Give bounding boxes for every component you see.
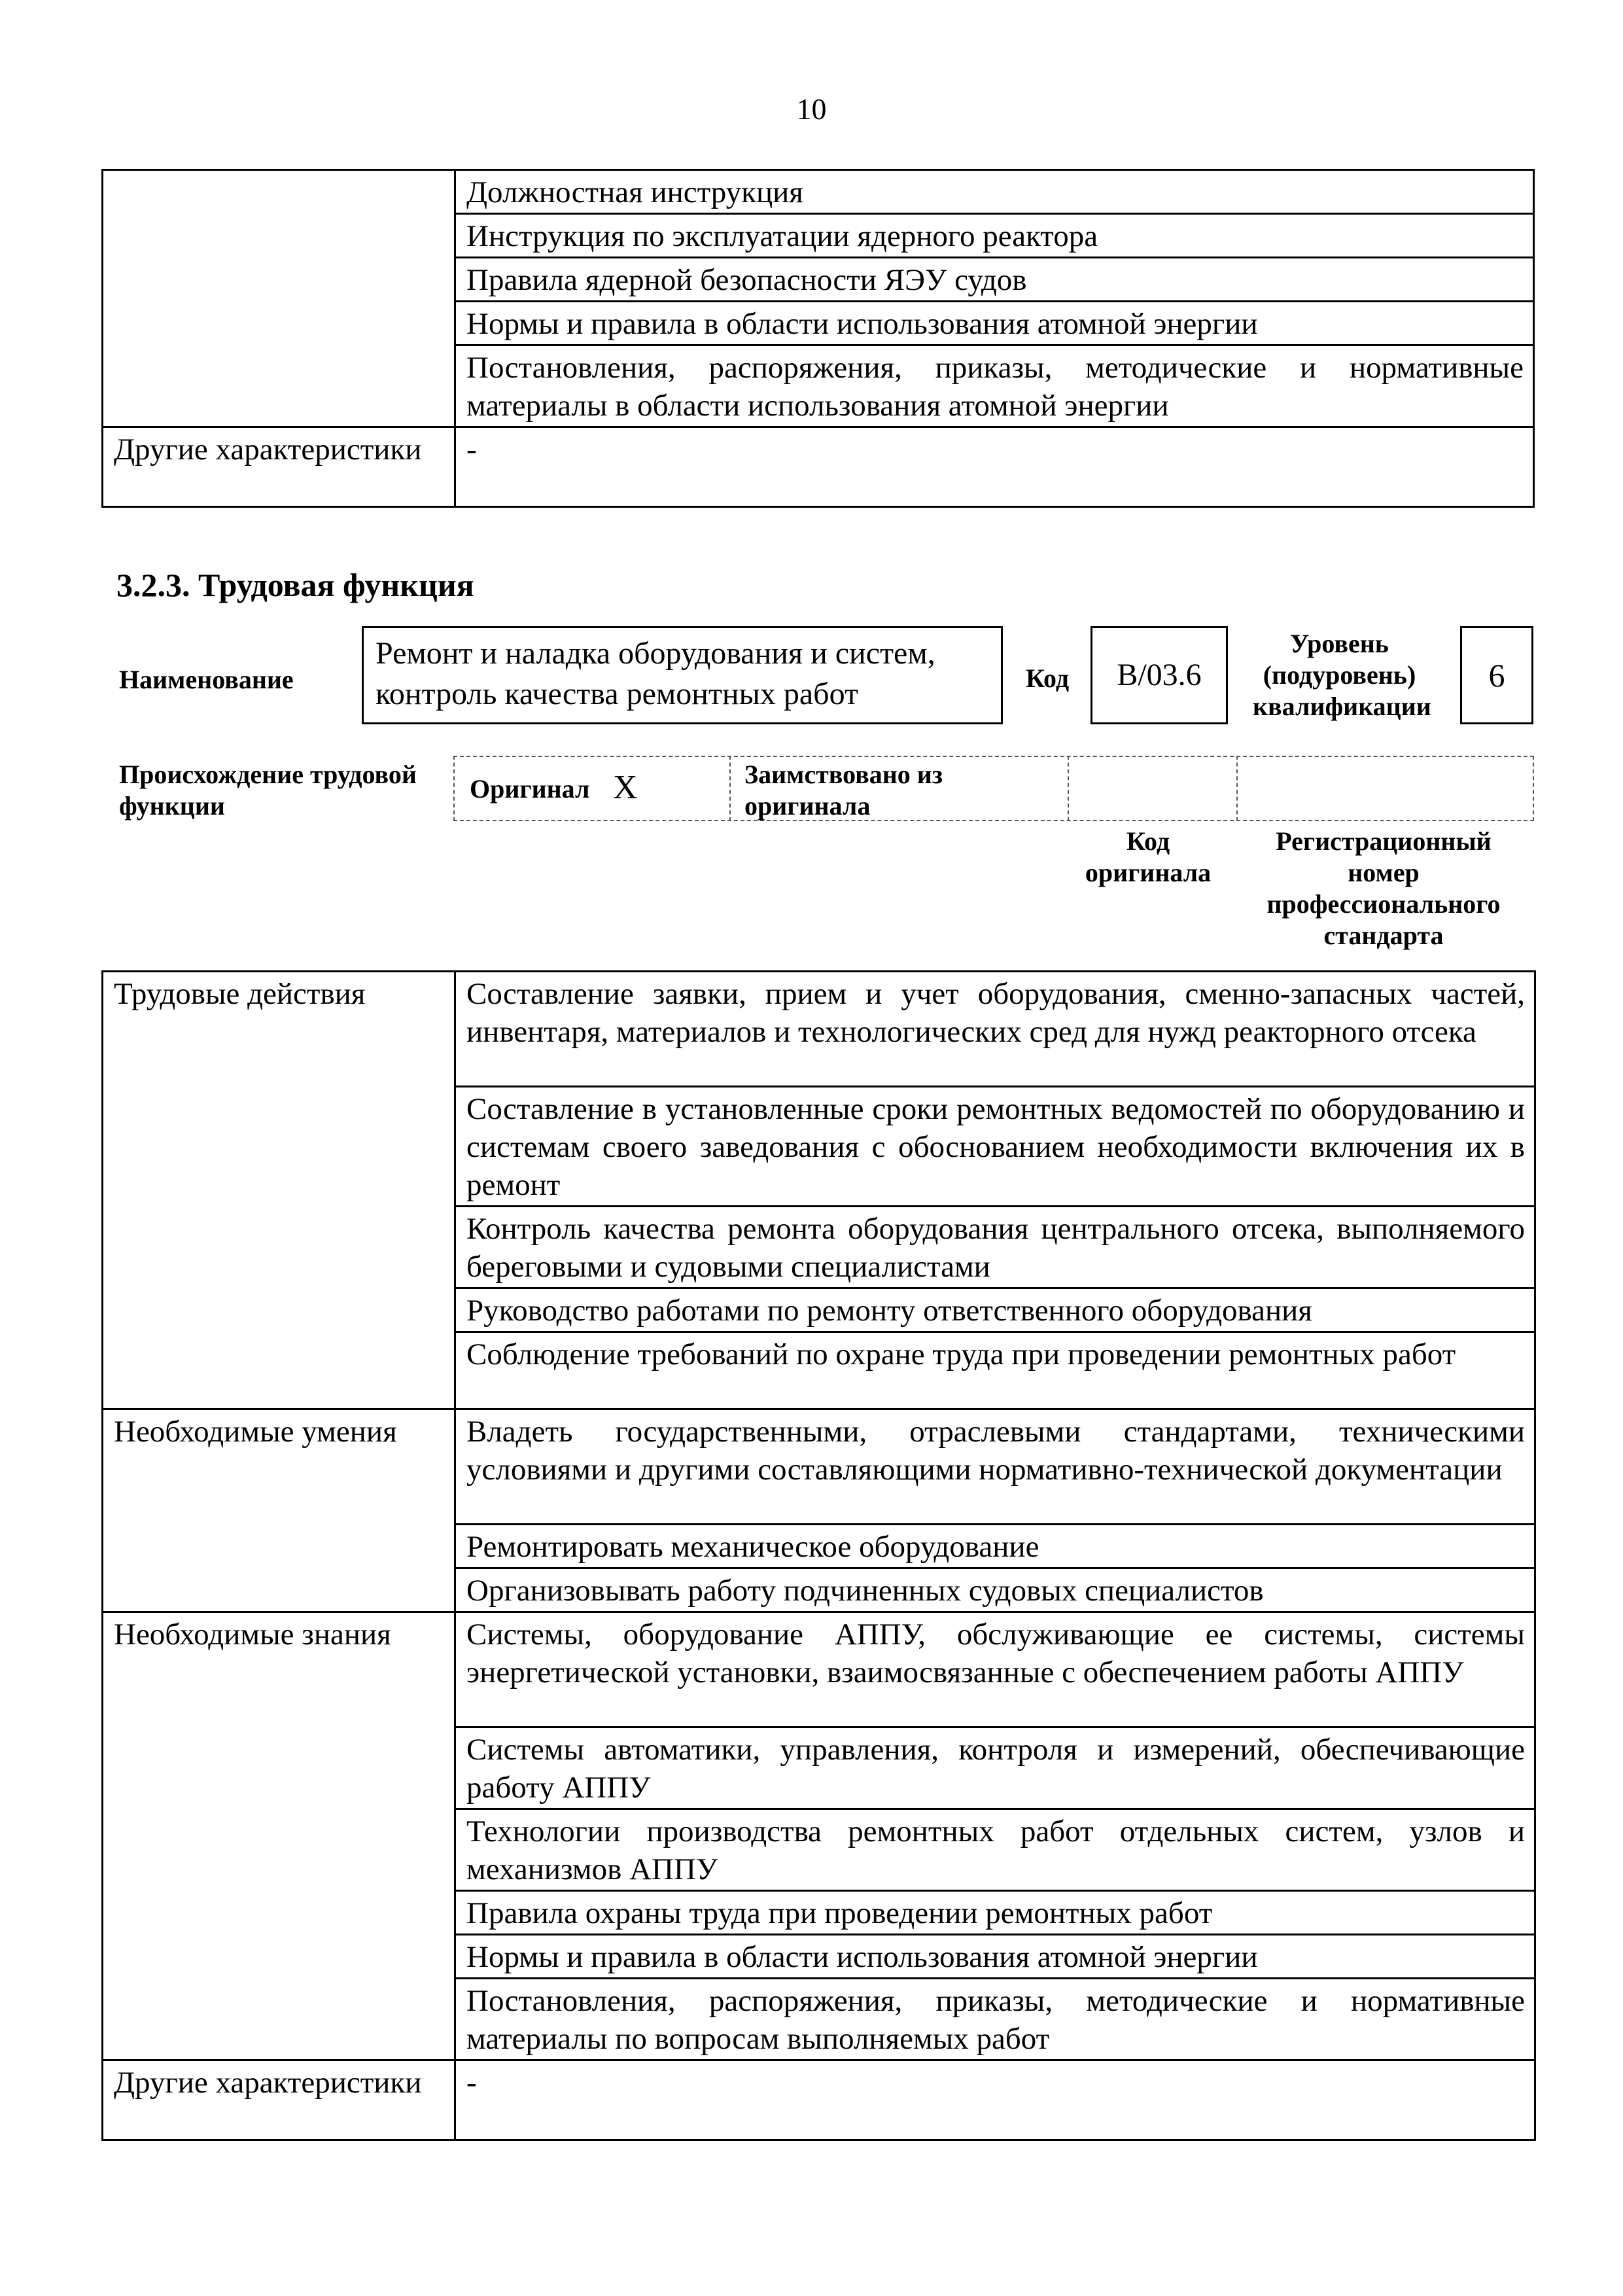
top-table-row: Нормы и правила в области использования атомной энергии	[455, 302, 1534, 345]
skills-label: Необходимые умения	[103, 1409, 455, 1612]
action-item: Составление заявки, прием и учет оборудования, сменно-запасных частей, инвентаря, материалов и технологических сред для нужд реакторного отсека	[455, 972, 1535, 1087]
top-table	[101, 169, 1535, 508]
section-title: 3.2.3. Трудовая функция	[116, 567, 474, 603]
skill-item: Организовывать работу подчиненных судовых специалистов	[455, 1568, 1535, 1612]
knowledge-item: Технологии производства ремонтных работ отдельных систем, узлов и механизмов АППУ	[455, 1809, 1535, 1891]
top-other-label: Другие характеристики	[103, 427, 455, 507]
origin-label: Происхождение трудовой функции	[119, 760, 417, 821]
code-box	[1091, 626, 1228, 724]
origin-divider-3	[1236, 756, 1238, 821]
knowledge-item: Правила охраны труда при проведении ремонтных работ	[455, 1891, 1535, 1935]
name-label: Наименование	[119, 665, 294, 694]
top-other-value: -	[455, 427, 1534, 507]
level-label: Уровень (подуровень) квалификации	[1253, 629, 1431, 721]
top-table-row: Должностная инструкция	[455, 170, 1534, 214]
actions-label: Трудовые действия	[103, 972, 455, 1409]
top-table-row: Постановления, распоряжения, приказы, методические и нормативные материалы в области использования атомной энергии	[455, 345, 1534, 427]
page-number: 10	[796, 92, 827, 126]
skill-item: Ремонтировать механическое оборудование	[455, 1525, 1535, 1568]
borrowed-label: Заимствовано из оригинала	[744, 760, 943, 821]
top-table-label-empty	[103, 170, 455, 427]
level-box	[1460, 626, 1533, 724]
code-value: B/03.6	[1117, 658, 1202, 692]
top-table-row: Правила ядерной безопасности ЯЭУ судов	[455, 258, 1534, 302]
name-box	[362, 626, 1003, 724]
name-value: Ремонт и наладка оборудования и систем, контроль качества ремонтных работ	[375, 636, 935, 711]
action-item: Контроль качества ремонта оборудования центрального отсека, выполняемого береговыми и судовыми специалистами	[455, 1207, 1535, 1288]
main-table	[101, 970, 1536, 2141]
knowledge-item: Системы автоматики, управления, контроля и измерений, обеспечивающие работу АППУ	[455, 1727, 1535, 1809]
knowledge-item: Постановления, распоряжения, приказы, методические и нормативные материалы по вопросам выполняемых работ	[455, 1979, 1535, 2060]
knowledge-item: Нормы и правила в области использования атомной энергии	[455, 1935, 1535, 1979]
original-mark: X	[613, 769, 638, 806]
origin-divider-2	[1068, 756, 1069, 821]
knowledge-label: Необходимые знания	[103, 1612, 455, 2060]
original-label: Оригинал	[470, 774, 590, 804]
code-label: Код	[1026, 663, 1070, 693]
action-item: Соблюдение требований по охране труда при проведении ремонтных работ	[455, 1332, 1535, 1409]
action-item: Руководство работами по ремонту ответственного оборудования	[455, 1288, 1535, 1332]
skill-item: Владеть государственными, отраслевыми стандартами, техническими условиями и другими составляющими нормативно-технической документации	[455, 1409, 1535, 1525]
action-item: Составление в установленные сроки ремонтных ведомостей по оборудованию и системам своего заведования с обоснованием необходимости включения их в ремонт	[455, 1087, 1535, 1207]
origin-divider-1	[729, 756, 731, 821]
top-table-row: Инструкция по эксплуатации ядерного реактора	[455, 214, 1534, 258]
reg-number-caption: Регистрационный номер профессионального стандарта	[1266, 826, 1501, 950]
orig-code-caption: Код оригинала	[1085, 826, 1212, 887]
knowledge-item: Системы, оборудование АППУ, обслуживающие ее системы, системы энергетической установки, взаимосвязанные с обеспечением работы АППУ	[455, 1612, 1535, 1727]
level-value: 6	[1488, 657, 1505, 694]
main-other-value: -	[455, 2060, 1535, 2140]
main-other-label: Другие характеристики	[103, 2060, 455, 2140]
